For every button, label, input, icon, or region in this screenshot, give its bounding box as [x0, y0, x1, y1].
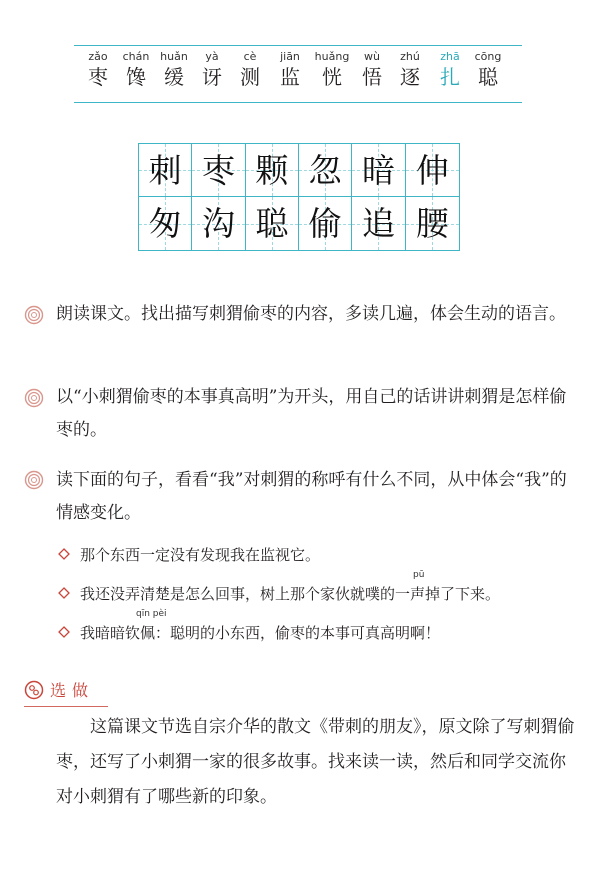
- pinyin: huǎng: [314, 50, 350, 63]
- vocab-word-highlight: [430, 50, 470, 90]
- diamond-bullet-icon: [58, 587, 70, 599]
- hanzi: 逐: [400, 65, 420, 89]
- hanzi: 恍: [322, 65, 342, 89]
- sentence-text: 我暗暗钦佩：聪明的小东西，偷枣的本事可真高明啊！: [80, 624, 441, 642]
- hanzi: 监: [280, 65, 300, 89]
- grid-cell: 忽: [299, 144, 352, 197]
- hanzi: 枣: [88, 65, 108, 89]
- vocab-word: [154, 50, 194, 90]
- vocab-word: [468, 50, 508, 90]
- pinyin: yà: [205, 50, 219, 63]
- vocab-top-rule: [74, 45, 522, 46]
- grid-cell: 聪: [246, 197, 299, 250]
- task-1: 朗读课文。找出描写刺猬偷枣的内容，多读几遍，体会生动的语言。: [56, 304, 566, 324]
- task-2: 以“小刺猬偷枣的本事真高明”为开头，用自己的话讲讲刺猬是怎样偷枣的。: [56, 387, 567, 440]
- pinyin: chán: [122, 50, 150, 63]
- pinyin: cè: [243, 50, 257, 63]
- vocab-word: [312, 50, 352, 90]
- pinyin: zǎo: [88, 50, 108, 63]
- optional-label: 选做: [50, 681, 95, 700]
- vocab-word: [230, 50, 270, 90]
- spiral-bullet-icon: [24, 470, 44, 490]
- grid-cell: 腰: [406, 197, 459, 250]
- grid-cell: 伸: [406, 144, 459, 197]
- pinyin: cōng: [474, 50, 502, 63]
- vocab-bottom-rule: [74, 102, 522, 103]
- grid-cell: 枣: [192, 144, 245, 197]
- pinyin: huǎn: [160, 50, 188, 63]
- vocab-word: [270, 50, 310, 90]
- vocab-word: [78, 50, 118, 90]
- diamond-bullet-icon: [58, 626, 70, 638]
- pinyin: wù: [364, 50, 380, 63]
- sentence-text: 那个东西一定没有发现我在监视它。: [80, 546, 321, 564]
- hanzi: 馋: [126, 65, 146, 89]
- grid-cell: 沟: [192, 197, 245, 250]
- hanzi: 缓: [164, 65, 184, 89]
- optional-badge-icon: [24, 680, 44, 700]
- grid-cell: 刺: [139, 144, 192, 197]
- vocab-word: [192, 50, 232, 90]
- pinyin: zhā: [440, 50, 460, 63]
- hanzi: 悟: [362, 65, 382, 89]
- optional-underline: [24, 706, 108, 707]
- vocab-word: [390, 50, 430, 90]
- grid-cell: 匆: [139, 197, 192, 250]
- grid-cell: 暗: [352, 144, 405, 197]
- grid-cell: 颗: [246, 144, 299, 197]
- grid-cell: 追: [352, 197, 405, 250]
- pinyin-annotation: qīn pèi: [136, 609, 167, 619]
- hanzi: 扎: [440, 65, 460, 89]
- vocab-band: [74, 45, 522, 103]
- writing-grid: [138, 143, 460, 251]
- vocab-word: [352, 50, 392, 90]
- hanzi: 聪: [478, 65, 498, 89]
- pinyin: jiān: [280, 50, 300, 63]
- grid-cell: 偷: [299, 197, 352, 250]
- task-3: 读下面的句子，看看“我”对刺猬的称呼有什么不同，从中体会“我”的情感变化。: [56, 470, 567, 523]
- spiral-bullet-icon: [24, 388, 44, 408]
- pinyin: zhú: [400, 50, 420, 63]
- diamond-bullet-icon: [58, 548, 70, 560]
- sentence-text: 我还没弄清楚是怎么回事，树上那个家伙就噗的一声掉了下来。: [80, 585, 501, 603]
- hanzi: 测: [240, 65, 260, 89]
- pinyin-annotation: pū: [413, 570, 425, 580]
- optional-paragraph: 这篇课文节选自宗介华的散文《带刺的朋友》，原文除了写刺猬偷枣，还写了小刺猬一家的很多故事。找来读一读，然后和同学交流你对小刺猬有了哪些新的印象。: [56, 717, 575, 807]
- vocab-word: [116, 50, 156, 90]
- hanzi: 讶: [202, 65, 222, 89]
- spiral-bullet-icon: [24, 305, 44, 325]
